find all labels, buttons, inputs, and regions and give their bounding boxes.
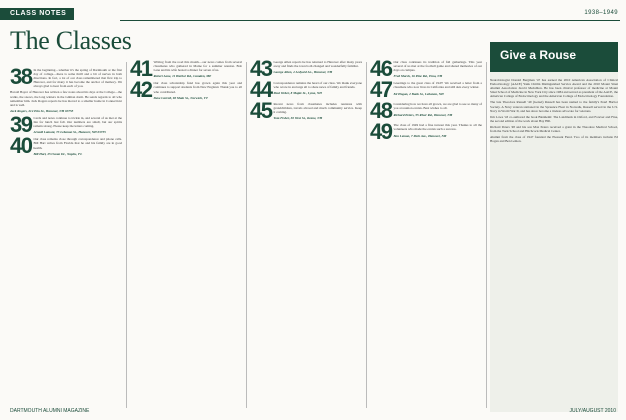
class-year-number: 39 xyxy=(10,115,32,135)
give-box-paragraph: Alumni from the class of 1947 founded the Pleasant Fund. Two of its members include Ed Hogan and Ben Lemon. xyxy=(490,135,618,144)
entry-byline[interactable]: Robert Lane, 11 Harbor Rd., Camden, ME xyxy=(153,74,212,79)
column-divider xyxy=(366,62,367,408)
entry-text: Considering how we have all grown, we are glad to see so many of you at reunion events. Best wishes to all. xyxy=(393,102,482,111)
class-year-number: 46 xyxy=(370,60,392,79)
entry-text: In the beginning—whether it's the spring of Dartmouth or the first day of college—there is some thrill and a bit of nerves in both directions. In fact, a lot of our class remembered that first trip to Hanover, and for many it has become the anchor of memory. I'm always glad to hear from each of you. xyxy=(33,68,122,89)
class-entry xyxy=(130,60,242,78)
header-rule xyxy=(120,20,620,21)
give-box-paragraph: Richard Peters '48 and his son Max Peters received a grant in the Theodore Medical School, from the Tuck School and Hitchcock Medical Center. xyxy=(490,124,618,134)
class-year-number: 41 xyxy=(130,60,152,79)
class-year-number: 43 xyxy=(250,60,272,78)
column-3 xyxy=(250,60,362,123)
entry-text: Writing from the road this month—our news comes from several classmates who gathered in Maine for a summer reunion. Bob Lane and his wife hosted a dinner for seven of us. xyxy=(153,60,242,73)
entry-byline[interactable]: Jack Rogers, 214 Elm St., Hanover, NH 03755 xyxy=(10,108,74,113)
class-entry xyxy=(250,102,362,120)
give-box-paragraph: Jim Lowe '43 co-authored the book Blenheim: The Landmark in Oxford, and Forever and Fine, the second edition of the work about Bay Hill. xyxy=(490,114,618,123)
entry-text: Greetings to the great class of 1947! We received a letter from a classmate who now lives in California and still skis every winter. xyxy=(393,81,482,90)
class-entry xyxy=(250,81,362,99)
header-band xyxy=(0,0,626,18)
class-year-number: 40 xyxy=(10,137,32,156)
page-title: The Classes xyxy=(10,26,132,55)
years-label: 1938–1949 xyxy=(584,10,618,16)
column-1 xyxy=(10,68,122,159)
entry-text: Cards and notes continue to trickle in, and several of us met at the Inn for lunch last fall. Our numbers are small, but our spirits remain strong. Please keep the letters coming. xyxy=(33,115,122,129)
class-entry xyxy=(370,60,482,78)
entry-byline[interactable]: Ed Hogan, 2 Bank St., Lebanon, NH xyxy=(393,91,444,96)
column-divider xyxy=(486,62,487,408)
entry-byline[interactable]: Paul Weber, 8 Maple St., Lyme, NH xyxy=(273,91,322,96)
class-year-number: 49 xyxy=(370,123,392,142)
class-entry xyxy=(130,81,242,99)
class-year-number: 47 xyxy=(370,81,392,100)
entry-text: George Allen reports he has returned to Hanover after many years away and finds the town both changed and wonderfully familiar. xyxy=(273,60,362,69)
entry-text: Harold Bayer of Hanover has written a few notes about his days at the College—the walks, the snows, the long winters in the Gilman dorm. He sends regards to all who remember him. Jack Rogers reports he has moved to a smaller home in Connecticut and is well. xyxy=(10,90,122,107)
class-entry xyxy=(10,116,122,134)
entry-text: Recent news from classmates includes reunions with grandchildren, travels abroad and much community service. Keep it coming. xyxy=(273,102,362,115)
section-label: CLASS NOTES xyxy=(0,8,74,20)
footer-publication: DARTMOUTH ALUMNI MAGAZINE xyxy=(10,408,90,414)
entry-byline[interactable]: Richard Peters, 55 River Rd., Hanover, NH xyxy=(393,112,453,117)
entry-text: Our class scholarship fund has grown again this year and continues to support students from New England. Thank you to all who contributed. xyxy=(153,81,242,94)
entry-byline[interactable]: Bill Hart, 25 Ocean Dr., Naples, FL xyxy=(33,151,83,156)
entry-byline[interactable]: Fred Marsh, 16 Pine Rd., Etna, NH xyxy=(393,74,443,79)
column-2 xyxy=(130,60,242,103)
class-year-number: 45 xyxy=(250,102,272,121)
entry-text: The class of 1949 had a fine turnout this year. Thanks to all the volunteers who made the events such a success. xyxy=(393,123,482,132)
entry-text: Our class remains close through correspondence and phone calls. Bill Hart writes from Florida that he and his family are in good health. xyxy=(33,137,122,150)
entry-byline[interactable]: Tom Fisher, 30 West St., Keene, NH xyxy=(273,116,323,121)
class-year-number: 42 xyxy=(130,81,152,100)
give-box-paragraph: The late Theodore Russell '49 (Geisel) Russell has been named to the family's Pearl Harbor Society. A Navy veteran stationed in the Spruance Fleet in Norwalk, Russell served in the U.S. Navy in World War II, and has since become a tireless advocate for veterans. xyxy=(490,100,618,113)
give-box-heading: Give a Rouse xyxy=(490,42,618,72)
class-year-number: 38 xyxy=(10,68,32,89)
entry-text: Our class continues its tradition of fall gatherings. This year several of us met at the football game and shared memories of our days on campus. xyxy=(393,60,482,73)
page-footer xyxy=(0,408,626,416)
column-divider xyxy=(126,62,127,408)
class-entry xyxy=(370,123,482,141)
column-divider xyxy=(246,62,247,408)
class-entry xyxy=(370,81,482,99)
class-year-number: 48 xyxy=(370,102,392,121)
give-box-body xyxy=(490,78,618,145)
entry-byline[interactable]: Dave Carroll, 90 Main St., Norwich, VT xyxy=(153,95,208,100)
class-year-number: 44 xyxy=(250,81,272,99)
class-entry xyxy=(250,60,362,78)
footer-issue-date: JULY/AUGUST 2010 xyxy=(569,408,616,414)
class-entry xyxy=(10,68,122,113)
class-entry xyxy=(10,137,122,155)
class-entry xyxy=(370,102,482,120)
entry-byline[interactable]: Ben Lemon, 7 Park Ave., Hanover, NH xyxy=(393,133,447,138)
give-box-paragraph: Neurobiologist Donald Bergman '47 has earned the 2010 American Association of Clinical Endocrinology (AACE) Yank Chitlin Distinguished Service Award and the 2010 Mount Sinai Alumni Association Jacobi Medallion. He has been clinical professor of medicine at Mount Sinai School of Medicine in New York City since 1984 and served as president of the AACE, the American College of Endocrinology and the American College of Endocrinology Foundation. xyxy=(490,78,618,99)
entry-byline[interactable]: George Allen, 4 Ledyard Ln., Hanover, NH xyxy=(273,70,333,75)
entry-text: Correspondence remains the heart of our class. We thank everyone who wrote in and urge all to share news of family and friends. xyxy=(273,81,362,90)
entry-byline[interactable]: Arnold Lamont, 73 Lebanon St., Hanover, NH 03755 xyxy=(33,130,106,135)
column-4 xyxy=(370,60,482,144)
